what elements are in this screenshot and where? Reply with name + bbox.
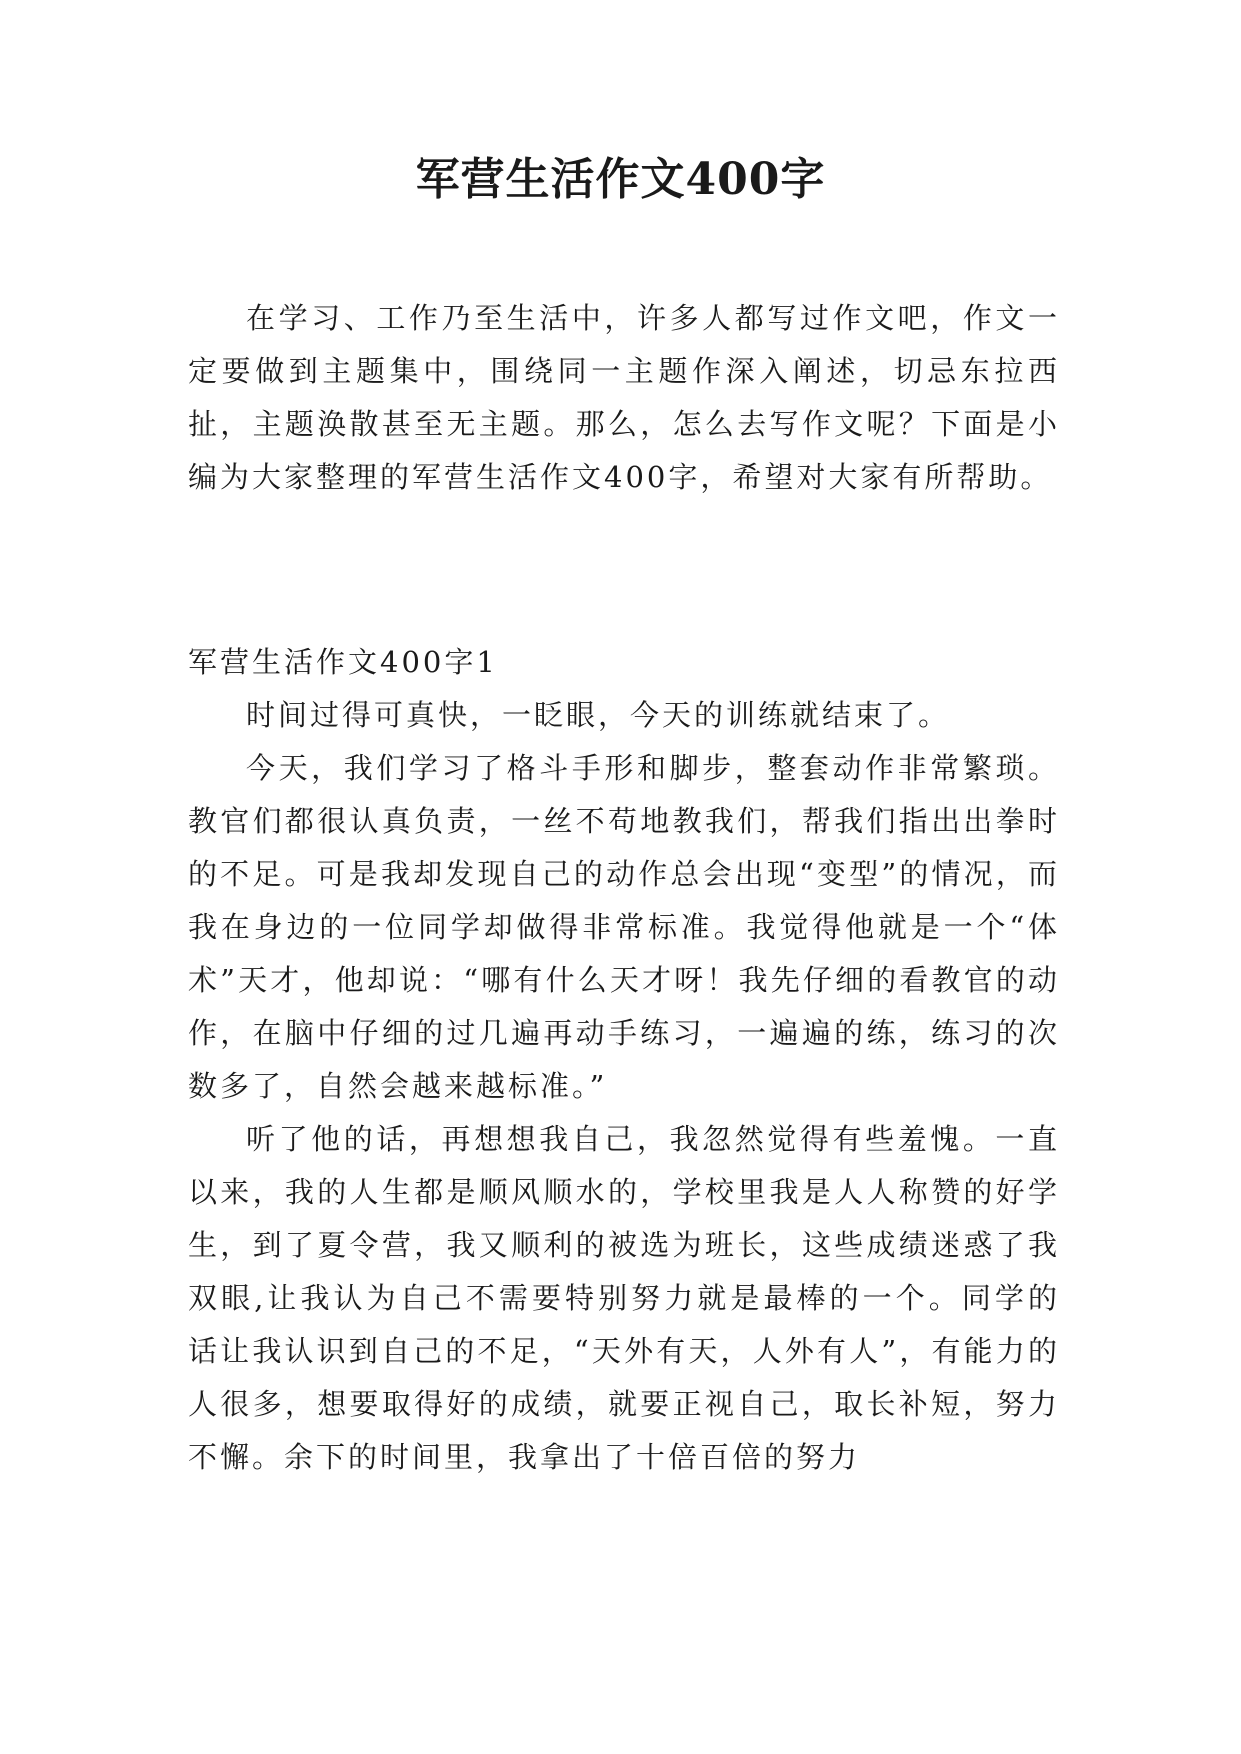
essay-paragraph: 时间过得可真快，一眨眼，今天的训练就结束了。 <box>246 698 951 732</box>
document-title: 军营生活作文400字 <box>415 154 826 205</box>
section-heading: 军营生活作文400字1 <box>188 645 498 679</box>
intro-paragraph: 在学习、工作乃至生活中，许多人都写过作文吧，作文一定要做到主题集中，围绕同一主题作深入阐述，切忌东拉西扯，主题涣散甚至无主题。那么，怎么去写作文呢？下面是小编为大家整理的军营生活作文400字，希望对大家有所帮助。 <box>188 301 1060 494</box>
essay-body <box>188 689 1060 1484</box>
essay-paragraph: 今天，我们学习了格斗手形和脚步，整套动作非常繁琐。教官们都很认真负责，一丝不苟地教我们，帮我们指出出拳时的不足。可是我却发现自己的动作总会出现“变型”的情况，而我在身边的一位同学却做得非常标准。我觉得他就是一个“体术”天才，他却说：“哪有什么天才呀！我先仔细的看教官的动作，在脑中仔细的过几遍再动手练习，一遍遍的练，练习的次数多了，自然会越来越标准。” <box>188 751 1060 1103</box>
essay-paragraph: 听了他的话，再想想我自己，我忽然觉得有些羞愧。一直以来，我的人生都是顺风顺水的，学校里我是人人称赞的好学生，到了夏令营，我又顺利的被选为班长，这些成绩迷惑了我双眼,让我认为自己不需要特别努力就是最棒的一个。同学的话让我认识到自己的不足，“天外有天，人外有人”，有能力的人很多，想要取得好的成绩，就要正视自己，取长补短，努力不懈。余下的时间里，我拿出了十倍百倍的努力 <box>188 1122 1060 1474</box>
intro-block <box>188 292 1060 504</box>
